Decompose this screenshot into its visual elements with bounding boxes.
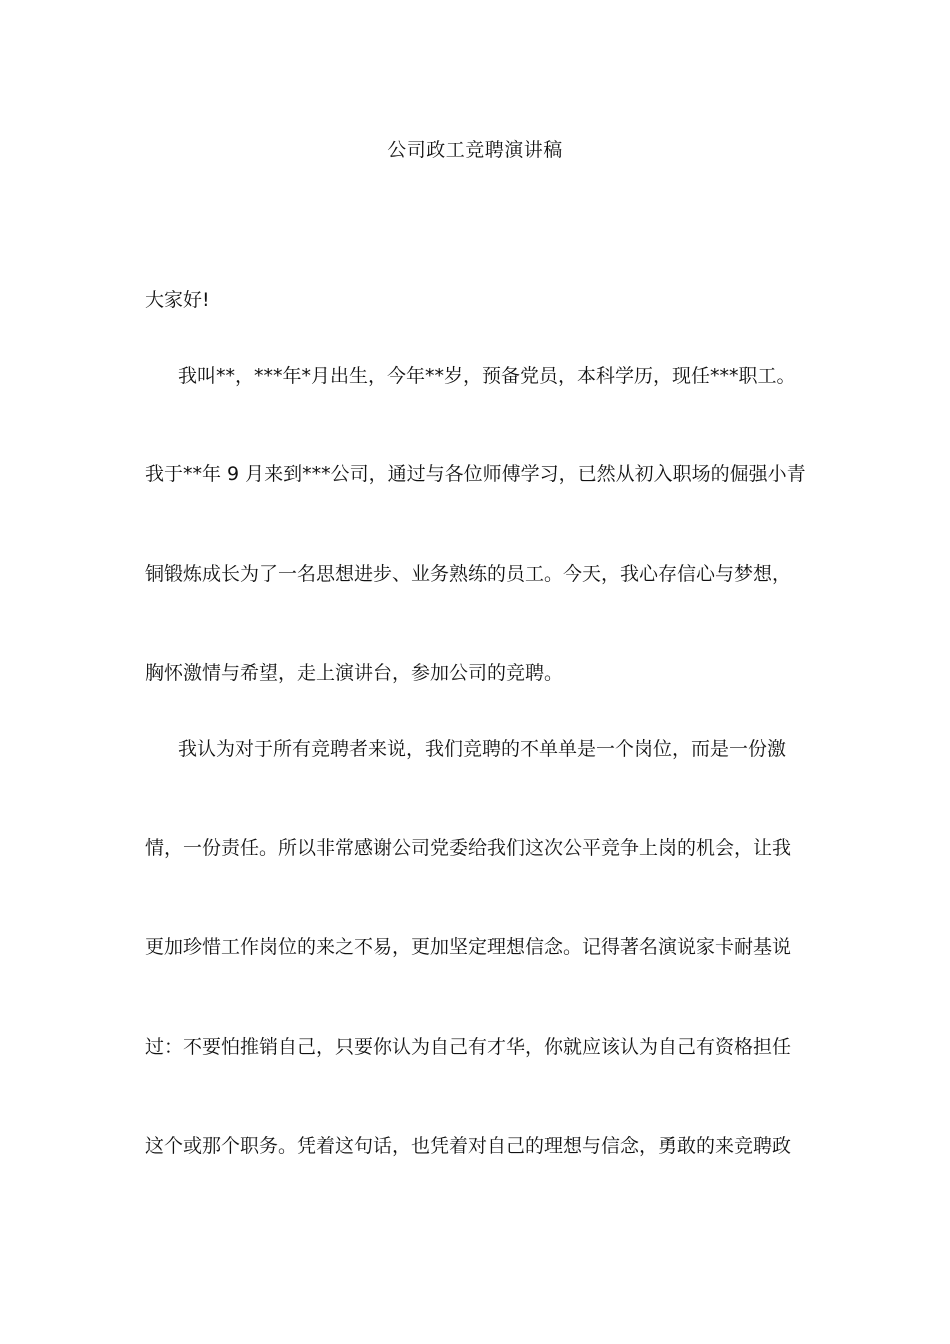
paragraph-line: 铜锻炼成长为了一名思想进步、业务熟练的员工。今天，我心存信心与梦想， — [145, 563, 792, 585]
paragraph-line: 这个或那个职务。凭着这句话，也凭着对自己的理想与信念，勇敢的来竞聘政 — [145, 1135, 792, 1157]
paragraph-line: 过：不要怕推销自己，只要你认为自己有才华，你就应该认为自己有资格担任 — [145, 1036, 792, 1058]
paragraph-line: 更加珍惜工作岗位的来之不易，更加坚定理想信念。记得著名演说家卡耐基说 — [145, 936, 792, 958]
document-title: 公司政工竞聘演讲稿 — [387, 139, 563, 161]
greeting-line: 大家好! — [145, 289, 210, 311]
paragraph-line: 我叫**，***年*月出生，今年**岁，预备党员，本科学历，现任***职工。 — [178, 365, 796, 387]
paragraph-line: 胸怀激情与希望，走上演讲台，参加公司的竞聘。 — [145, 662, 564, 684]
paragraph-line: 我于**年 9 月来到***公司，通过与各位师傅学习，已然从初入职场的倔强小青 — [145, 463, 806, 485]
paragraph-line: 我认为对于所有竞聘者来说，我们竞聘的不单单是一个岗位，而是一份激 — [178, 738, 787, 760]
paragraph-line: 情，一份责任。所以非常感谢公司党委给我们这次公平竞争上岗的机会，让我 — [145, 837, 792, 859]
